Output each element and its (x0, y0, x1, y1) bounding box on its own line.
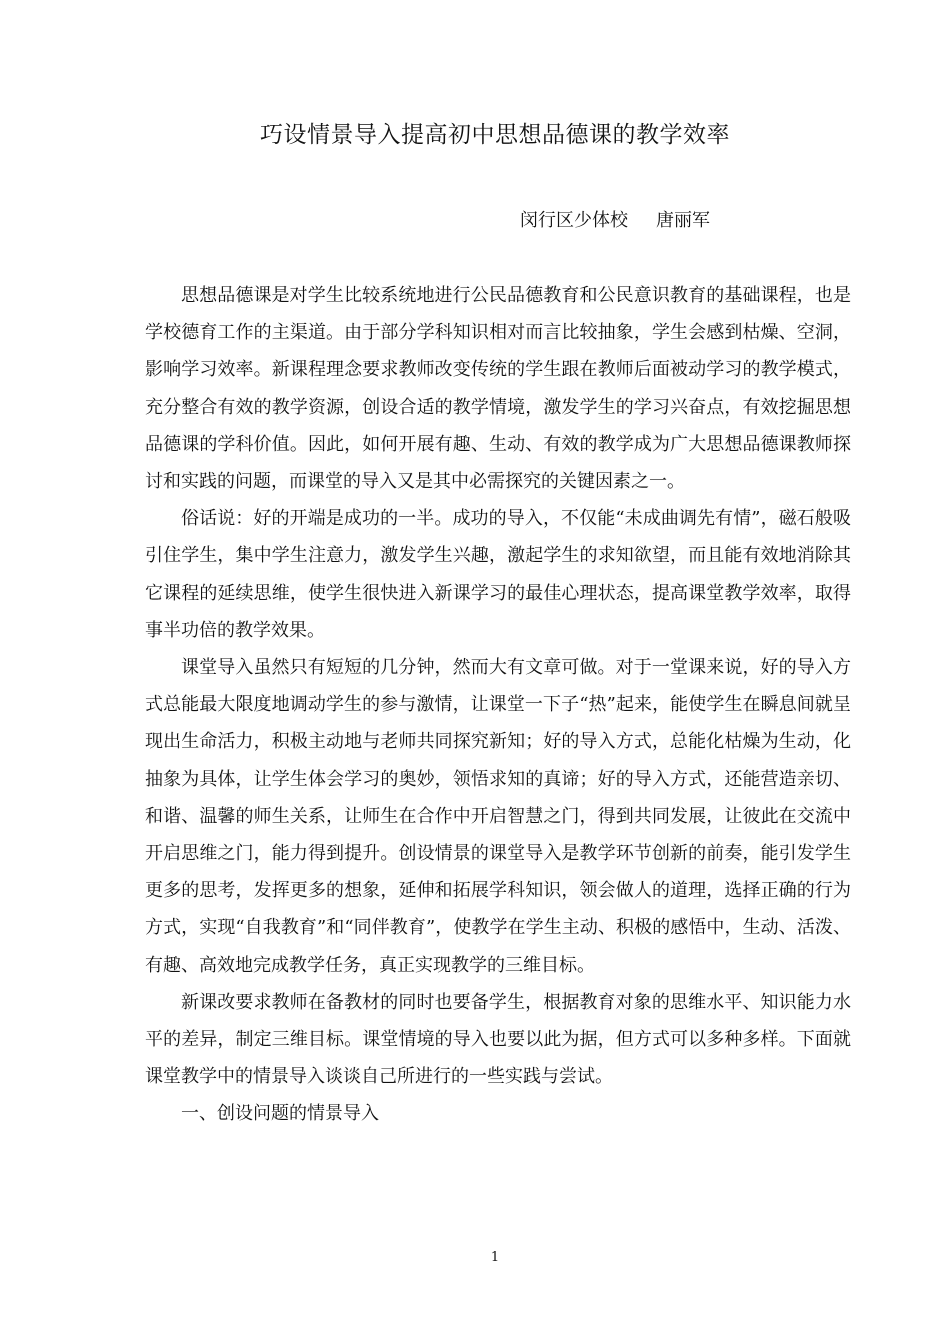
document-title: 巧设情景导入提高初中思想品德课的教学效率 (260, 122, 730, 148)
byline (520, 206, 710, 232)
page-number: 1 (490, 1250, 500, 1265)
paragraph: 课堂导入虽然只有短短的几分钟，然而大有文章可做。对于一堂课来说，好的导入方式总能最大限度地调动学生的参与激情，让课堂一下子“热”起来，能使学生在瞬息间就呈现出生命活力，积极主动地与老师共同探究新知；好的导入方式，总能化枯燥为生动，化抽象为具体，让学生体会学习的奥妙，领悟求知的真谛；好的导入方式，还能营造亲切、和谐、温馨的师生关系，让师生在合作中开启智慧之门，得到共同发展，让彼此在交流中开启思维之门，能力得到提升。创设情景的课堂导入是教学环节创新的前奏，能引发学生更多的思考，发挥更多的想象，延伸和拓展学科知识，领会做人的道理，选择正确的行为方式，实现“自我教育”和“同伴教育”，使教学在学生主动、积极的感悟中，生动、活泼、有趣、高效地完成教学任务，真正实现教学的三维目标。 (145, 657, 851, 976)
byline-author: 唐丽军 (656, 210, 710, 231)
section-heading: 一、创设问题的情景导入 (181, 1103, 379, 1125)
byline-school: 闵行区少体校 (520, 210, 628, 231)
paragraph: 新课改要求教师在备教材的同时也要备学生，根据教育对象的思维水平、知识能力水平的差异，制定三维目标。课堂情境的导入也要以此为据，但方式可以多种多样。下面就课堂教学中的情景导入谈谈自己所进行的一些实践与尝试。 (145, 991, 851, 1088)
paragraph: 思想品德课是对学生比较系统地进行公民品德教育和公民意识教育的基础课程，也是学校德育工作的主渠道。由于部分学科知识相对而言比较抽象，学生会感到枯燥、空洞，影响学习效率。新课程理念要求教师改变传统的学生跟在教师后面被动学习的教学模式，充分整合有效的教学资源，创设合适的教学情境，激发学生的学习兴奋点，有效挖掘思想品德课的学科价值。因此，如何开展有趣、生动、有效的教学成为广大思想品德课教师探讨和实践的问题，而课堂的导入又是其中必需探究的关键因素之一。 (145, 285, 851, 493)
paragraph: 俗话说：好的开端是成功的一半。成功的导入，不仅能“未成曲调先有情”，磁石般吸引住学生，集中学生注意力，激发学生兴趣，激起学生的求知欲望，而且能有效地消除其它课程的延续思维，使学生很快进入新课学习的最佳心理状态，提高课堂教学效率，取得事半功倍的教学效果。 (145, 508, 851, 641)
document-body (145, 277, 851, 1133)
